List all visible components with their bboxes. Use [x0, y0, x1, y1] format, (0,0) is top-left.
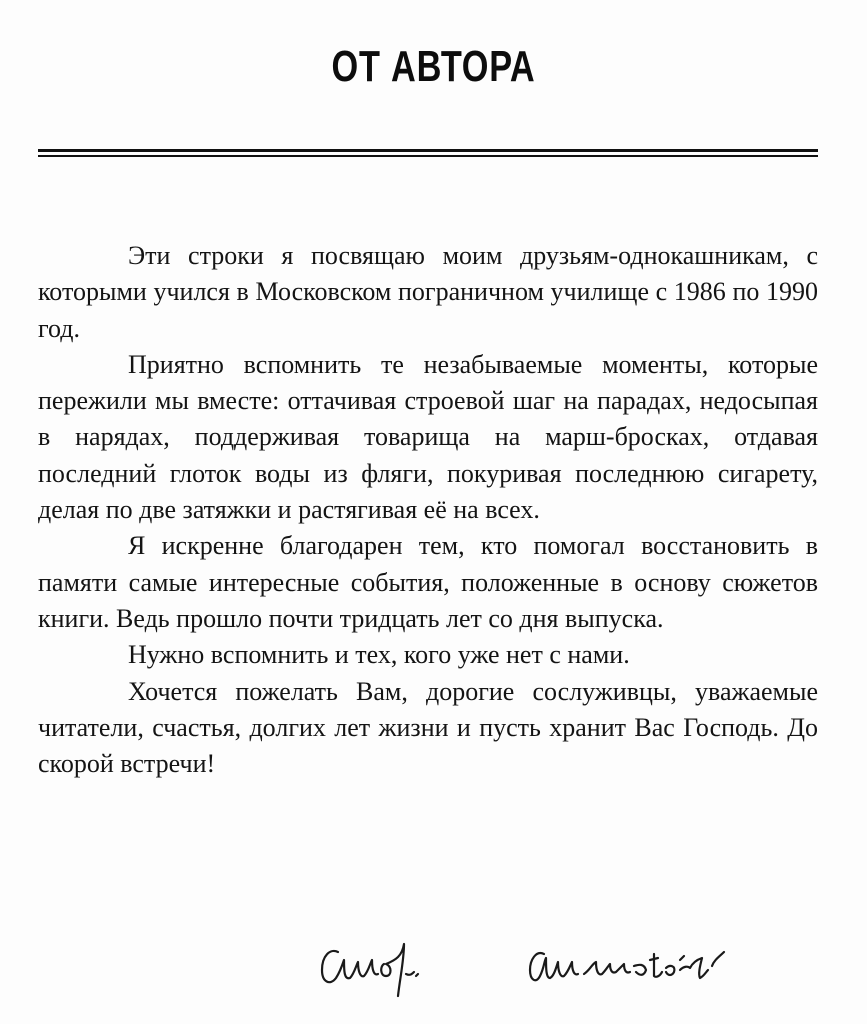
signature-surname-stroke — [584, 962, 630, 974]
paragraph: Я искренне благодарен тем, кто помогал восстановить в памяти самые интересные события, положенные в основу сюжетов книги. Ведь прошло почти тридцать лет со дня выпуска. — [38, 531, 818, 633]
signature-first-name-stroke — [406, 972, 418, 976]
page-title: ОТ АВТОРА — [331, 42, 536, 91]
title-divider-bottom — [38, 155, 818, 157]
paragraph: Хочется пожелать Вам, дорогие сослуживцы, уважаемые читатели, счастья, долгих лет жизни и пусть хранит Вас Господь. До скорой встречи! — [38, 676, 818, 779]
dedication-text — [38, 238, 818, 782]
paragraph: Приятно вспомнить те незабываемые моменты, которые пережили мы вместе: оттачивая строевой шаг на парадах, недосыпая в нарядах, поддерживая товарища на марш-бросках, отдавая последний глоток воды из фляги, покуривая последнюю сигарету, делая по две затяжки и растягивая её на всех. — [38, 349, 818, 525]
signature-first-name-stroke — [322, 951, 378, 982]
paragraph: Нужно вспомнить и тех, кого уже нет с нами. — [128, 640, 630, 670]
signature-surname-stroke — [530, 953, 578, 980]
signature-surname-stroke — [666, 958, 708, 978]
paragraph: Эти строки я посвящаю моим друзьям-однокашникам, с которыми учился в Московском пограничном училище с 1986 по 1990 год. — [38, 241, 818, 343]
signature-surname-stroke — [634, 954, 662, 977]
handwritten-signature-icon — [300, 930, 820, 1000]
title-divider-top — [38, 149, 818, 152]
signature-first-name-stroke — [381, 944, 404, 996]
